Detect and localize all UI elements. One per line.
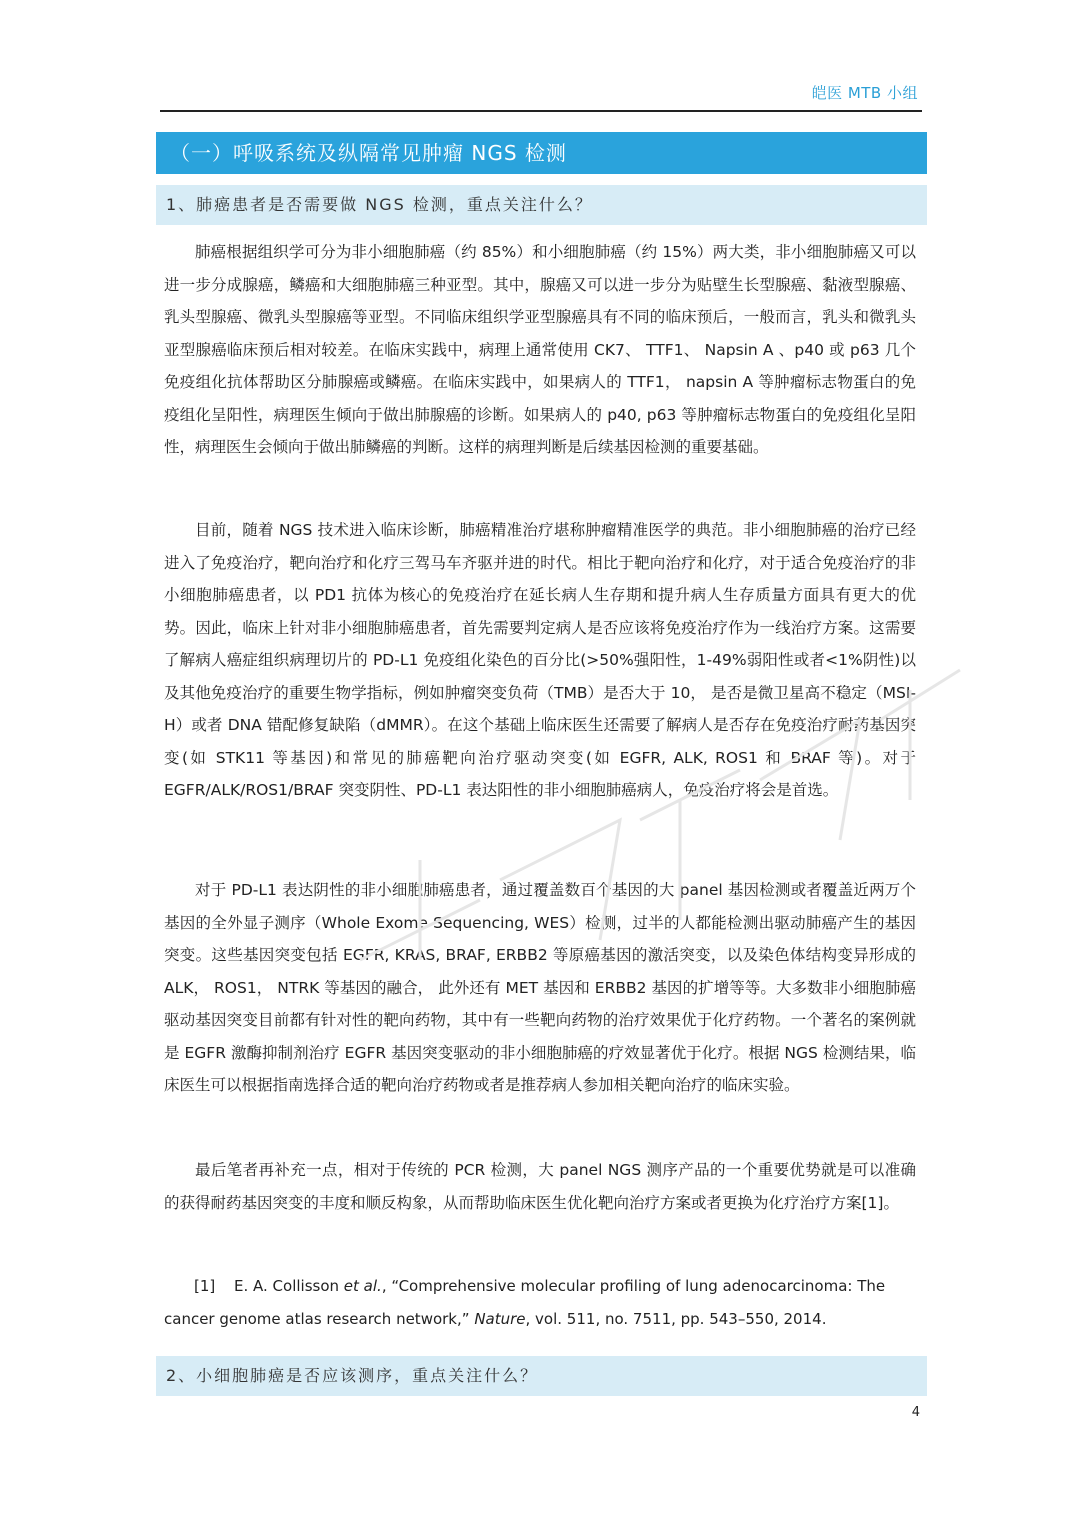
reference-number: [1] [194, 1277, 216, 1295]
body-paragraph-3: 对于 PD-L1 表达阴性的非小细胞肺癌患者，通过覆盖数百个基因的大 panel 基因检测或者覆盖近两万个基因的全外显子测序（Whole Exome Sequencing, WES）检测，过半的人都能检测出驱动肺癌产生的基因突变。这些基因突变包括 EGFR, KRAS, BRAF, ERBB2 等原癌基因的激活突变，以及染色体结构变异形成的 ALK， ROS1， NTRK 等基因的融合， 此外还有 MET 基因和 ERBB2 基因的扩增等等。大多数非小细胞肺癌驱动基因突变目前都有针对性的靶向药物，其中有一些靶向药物的治疗效果优于化疗药物。一个著名的案例就是 EGFR 激酶抑制剂治疗 EGFR 基因突变驱动的非小细胞肺癌的疗效显著优于化疗。根据 NGS 检测结果，临床医生可以根据指南选择合适的靶向治疗药物或者是推荐病人参加相关靶向治疗的临床实验。 [164, 881, 916, 1094]
reference-entry [164, 1270, 916, 1336]
question-heading-2: 2、小细胞肺癌是否应该测序，重点关注什么？ [156, 1356, 927, 1396]
body-paragraph-2: 目前，随着 NGS 技术进入临床诊断，肺癌精准治疗堪称肿瘤精准医学的典范。非小细胞肺癌的治疗已经进入了免疫治疗，靶向治疗和化疗三驾马车齐驱并进的时代。相比于靶向治疗和化疗，对于适合免疫治疗的非小细胞肺癌患者，以 PD1 抗体为核心的免疫治疗在延长病人生存期和提升病人生存质量方面具有更大的优势。因此，临床上针对非小细胞肺癌患者，首先需要判定病人是否应该将免疫治疗作为一线治疗方案。这需要了解病人癌症组织病理切片的 PD-L1 免疫组化染色的百分比(>50%强阳性，1-49%弱阳性或者<1%阴性)以及其他免疫治疗的重要生物学指标，例如肿瘤突变负荷（TMB）是否大于 10， 是否是微卫星高不稳定（MSI-H）或者 DNA 错配修复缺陷（dMMR）。在这个基础上临床医生还需要了解病人是否存在免疫治疗耐药基因突变(如 STK11 等基因)和常见的肺癌靶向治疗驱动突变(如 EGFR, ALK, ROS1 和 BRAF 等)。对于 EGFR/ALK/ROS1/BRAF 突变阴性、PD-L1 表达阳性的非小细胞肺癌病人，免疫治疗将会是首选。 [164, 521, 916, 799]
body-paragraph-4: 最后笔者再补充一点，相对于传统的 PCR 检测，大 panel NGS 测序产品的一个重要优势就是可以准确的获得耐药基因突变的丰度和顺反构象，从而帮助临床医生优化靶向治疗方案或者更换为化疗治疗方案[1]。 [164, 1161, 916, 1212]
reference-etal: et al. [343, 1277, 382, 1295]
body-paragraph-1: 肺癌根据组织学可分为非小细胞肺癌（约 85%）和小细胞肺癌（约 15%）两大类，非小细胞肺癌又可以进一步分成腺癌，鳞癌和大细胞肺癌三种亚型。其中，腺癌又可以进一步分为贴壁生长型腺癌、黏液型腺癌、乳头型腺癌、微乳头型腺癌等亚型。不同临床组织学亚型腺癌具有不同的临床预后，一般而言，乳头和微乳头亚型腺癌临床预后相对较差。在临床实践中，病理上通常使用 CK7、 TTF1、 Napsin A 、p40 或 p63 几个免疫组化抗体帮助区分肺腺癌或鳞癌。在临床实践中，如果病人的 TTF1， napsin A 等肿瘤标志物蛋白的免疫组化呈阳性，病理医生倾向于做出肺腺癌的诊断。如果病人的 p40, p63 等肿瘤标志物蛋白的免疫组化呈阳性，病理医生会倾向于做出肺鳞癌的判断。这样的病理判断是后续基因检测的重要基础。 [164, 243, 916, 456]
page-number: 4 [911, 1405, 920, 1420]
reference-title: , “Comprehensive molecular profiling of lung adenocarcinoma: The cancer genome atlas research network,” [164, 1277, 886, 1328]
section-title: （一）呼吸系统及纵隔常见肿瘤 NGS 检测 [156, 132, 927, 174]
reference-authors: E. A. Collisson [234, 1277, 344, 1295]
header-brand: 皑医 MTB 小组 [811, 84, 918, 102]
reference-journal: Nature [474, 1310, 526, 1328]
reference-details: , vol. 511, no. 7511, pp. 543–550, 2014. [525, 1310, 827, 1328]
header-divider [160, 110, 922, 112]
question-heading-1: 1、肺癌患者是否需要做 NGS 检测，重点关注什么？ [156, 185, 927, 225]
